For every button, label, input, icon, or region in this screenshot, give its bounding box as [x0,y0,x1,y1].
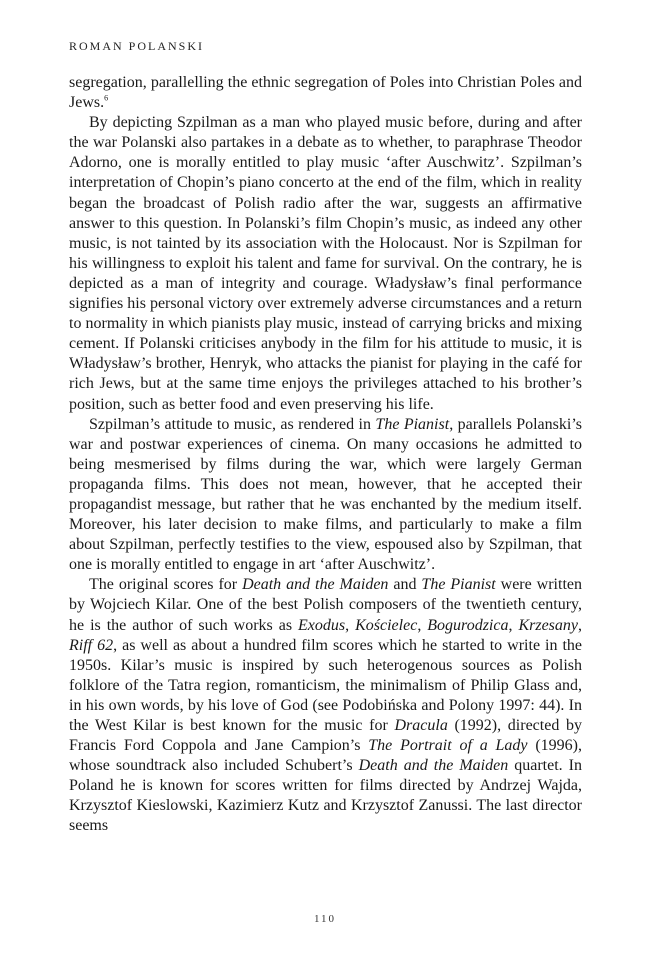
footnote-marker: 6 [104,93,109,103]
text-run: , [417,616,428,634]
text-run: were written by Wojciech Kilar. One of the best Polish composers of the twentieth century, he is the author of such works as [69,576,582,634]
running-head: ROMAN POLANSKI [69,39,205,53]
italic-title: Riff 62 [69,636,114,654]
italic-title: Kościelec [355,616,418,634]
text-run: (1996), whose soundtrack also included Schubert’s [69,737,582,775]
italic-title: Krzesany [518,616,578,634]
text-run: , [578,616,582,634]
paragraph [69,73,582,113]
text-run: segregation, parallelling the ethnic segregation of Poles into Christian Poles and Jews. [69,74,582,112]
text-run: , [508,616,519,634]
italic-title: The Pianist [421,576,496,594]
text-run: , parallels Polanski’s war and postwar experiences of cinema. On many occasions he admitted to being mesmerised by films during the war, which were largely German propaganda films. This does not mean, however, that he accepted their propagandist message, but rather that he was enchanted by the medium itself. Moreover, his later decision to make films, and particularly to make a film about Szpilman, perfectly testifies to the view, espoused also by Szpilman, that one is morally entitled to engage in art ‘after Auschwitz’. [69,415,583,574]
paragraph [69,575,582,836]
paragraph [69,415,582,576]
page-number: 110 [313,913,337,925]
italic-title: The Portrait of a Lady [368,737,528,755]
italic-title: Bogurodzica [427,616,509,634]
paragraph [69,113,582,414]
text-run: The original scores for [89,576,243,594]
text-run: Szpilman’s attitude to music, as rendered in [89,415,376,433]
italic-title: The Pianist [375,415,450,433]
text-run: quartet. In Poland he is known for scores written for films directed by Andrzej Wajda, Krzysztof Kieslowski, Kazimierz Kutz and Krzysztof Zanussi. The last director seems [69,757,582,835]
text-run: (1992), directed by Francis Ford Coppola and Jane Campion’s [69,717,582,755]
italic-title: Death and the Maiden [242,576,389,594]
italic-title: Exodus [298,616,346,634]
italic-title: Dracula [394,717,448,734]
text-run: , as well as about a hundred film scores which he started to write in the 1950s. Kilar’s music is inspired by such heterogenous sources as Polish folklore of the Tatra region, romanticism, the minimalism of Philip Glass and, in his own words, by his love of God (see Podobińska and Polony 1997: 44). In the West Kilar is best known for the music for [69,636,583,734]
body-text [69,73,582,837]
text-run: By depicting Szpilman as a man who played music before, during and after the war Polanski also partakes in a debate as to whether, to paraphrase Theodor Adorno, one is morally entitled to play music ‘after Auschwitz’. Szpilman’s interpretation of Chopin’s piano concerto at the end of the film, which in reality began the broadcast of Polish radio after the war, suggests an affirmative answer to this question. In Polanski’s film Chopin’s music, as indeed any other music, is not tainted by its association with the Holocaust. Nor is Szpilman for his willingness to exploit his talent and fame for survival. On the contrary, he is depicted as a man of integrity and courage. Władysław’s final performance signifies his personal victory over extremely adverse circumstances and a return to normality in which pianists play music, instead of carrying bricks and mixing cement. If Polanski criticises anybody in the film for his attitude to music, it is Władysław’s brother, Henryk, who attacks the pianist for playing in the café for rich Jews, but at the same time enjoys the privileges attached to his brother’s position, such as better food and even preserving his life. [69,114,582,413]
text-run: and [388,576,422,594]
italic-title: Death and the Maiden [358,757,509,775]
text-run: , [345,616,356,634]
